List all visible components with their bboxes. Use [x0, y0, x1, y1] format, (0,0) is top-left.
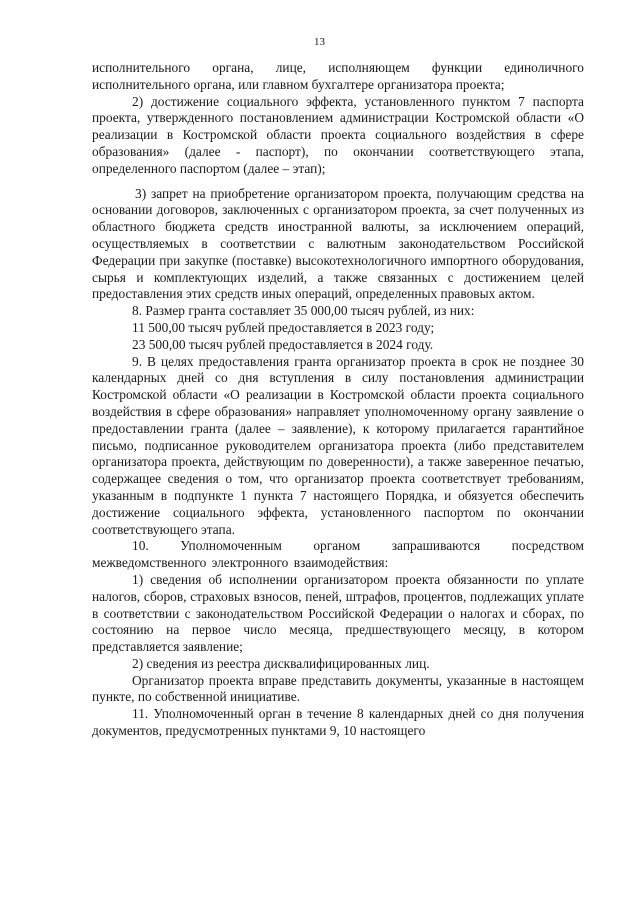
document-body [92, 60, 584, 740]
paragraph-10-item-1: 1) сведения об исполнении организатором проекта обязанности по уплате налогов, сборов, страховых взносов, пеней, штрафов, процентов, подлежащих уплате в соответствии с законодательством Российской Федерации о налогах и сборах, по состоянию на первое число месяца, предшествующего месяцу, в котором представляется заявление; [92, 571, 584, 655]
page-number: 13 [314, 36, 325, 48]
paragraph-item-3: 3) запрет на приобретение организатором проекта, получающим средства на основании договоров, заключенных с организатором проекта, за счет полученных из областного бюджета средств иностранной валюты, за исключением операций, осуществляемых в соответствии с валютным законодательством Российской Федерации при закупке (поставке) высокотехнологичного импортного оборудования, сырья и комплектующих изделий, а также связанных с достижением целей предоставления этих средств иных операций, определенных правовых актом. [92, 185, 584, 302]
paragraph-11: 11. Уполномоченный орган в течение 8 календарных дней со дня получения документов, предусмотренных пунктами 9, 10 настоящего [92, 706, 584, 739]
paragraph-continuation: исполнительного органа, лице, исполняющем функции единоличного исполнительного органа, или главном бухгалтере организатора проекта; [92, 60, 584, 92]
paragraph-8-line-2023: 11 500,00 тысяч рублей предоставляется в 2023 году; [132, 319, 435, 335]
paragraph-10: 10. Уполномоченным органом запрашиваются посредством межведомственного электронного взаимодействия: [92, 538, 584, 571]
paragraph-item-2: 2) достижение социального эффекта, установленного пунктом 7 паспорта проекта, утвержденного постановлением администрации Костромской области «О реализации в Костромской области проекта социального воздействия в сфере образования» (далее - паспорт), по окончании соответствующего этапа, определенного паспортом (далее – этап); [92, 93, 584, 176]
paragraph-9: 9. В целях предоставления гранта организатор проекта в срок не позднее 30 календарных дней со дня вступления в силу постановления администрации Костромской области «О реализации в Костромской области проекта социального воздействия в сфере образования» направляет уполномоченному органу заявление о предоставлении гранта (далее – заявление), к которому прилагается гарантийное письмо, подписанное руководителем организатора проекта (либо представителем организатора проекта, действующим по доверенности), а также заверенное печатью, содержащее сведения о том, что организатор проекта соответствует требованиям, указанным в подпункте 1 пункта 7 настоящего Порядка, и обязуется обеспечить достижение социального эффекта, установленного паспортом по окончании соответствующего этапа. [92, 353, 584, 537]
paragraph-8-line-2024: 23 500,00 тысяч рублей предоставляется в 2024 году. [132, 336, 434, 352]
paragraph-10-item-2: 2) сведения из реестра дисквалифицированных лиц. [132, 655, 430, 671]
paragraph-10-note: Организатор проекта вправе представить документы, указанные в настоящем пункте, по собственной инициативе. [92, 672, 584, 705]
paragraph-8: 8. Размер гранта составляет 35 000,00 тысяч рублей, из них: [132, 303, 475, 319]
